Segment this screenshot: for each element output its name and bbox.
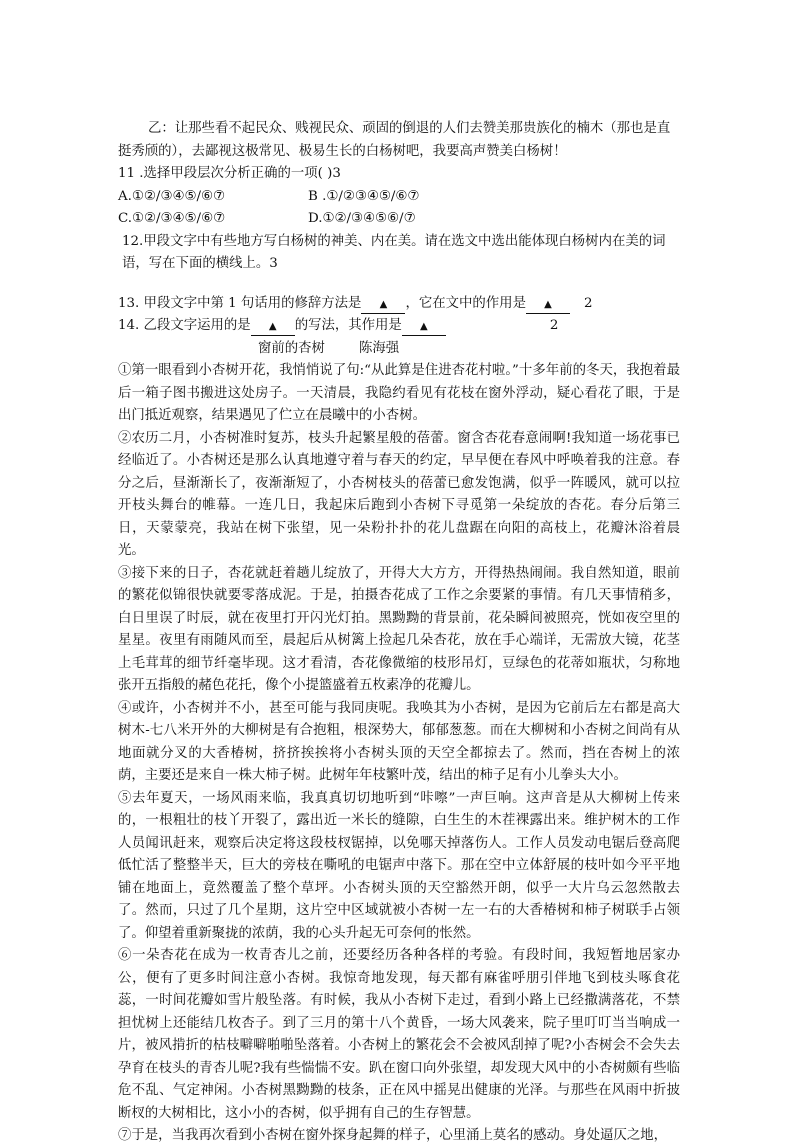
blank-mark: ▲ bbox=[379, 298, 388, 310]
q11-options bbox=[118, 186, 680, 231]
essay-paragraph: ⑤去年夏天，一场风雨来临，我真真切切地听到“咔嚓”一声巨响。这声音是从大柳树上传来的，一根粗壮的枝丫开裂了，露出近一米长的缝隙，白生生的木茬裸露出来。维护树木的工作人员闻讯赶来，观察后决定将这段枝杈锯掉，以免哪天掉落伤人。工作人员发动电锯后登高爬低忙活了整整半天，巨大的旁枝在嘶吼的电锯声中落下。那在空中立体舒展的枝叶如今平平地铺在地面上，竟然覆盖了整个草坪。小杏树头顶的天空豁然开朗，似乎一大片乌云忽然散去了。然而，只过了几个星期，这片空中区域就被小杏树一左一右的大香椿树和柿子树联手占领了。仰望着重新聚拢的浓荫，我的心头升起无可奈何的怅然。 bbox=[118, 790, 680, 941]
q13-score: 2 bbox=[583, 295, 593, 311]
q11-option-c: C.①②/③④⑤/⑥⑦ bbox=[118, 211, 226, 226]
essay-body bbox=[118, 360, 680, 1148]
blank-mark: ▲ bbox=[544, 298, 552, 310]
q11-option-b: B .①/②③④⑤/⑥⑦ bbox=[308, 188, 420, 204]
blank-mark: ▲ bbox=[419, 321, 428, 332]
q13-line bbox=[118, 293, 680, 316]
passage-yi: 乙：让那些看不起民众、贱视民众、顽固的倒退的人们去赞美那贵族化的楠木（那也是直挺秀颀的），去鄙视这极常见、极易生长的白杨树吧，我要高声赞美白杨树！ bbox=[118, 121, 671, 159]
essay-title: 窗前的杏树 bbox=[258, 340, 325, 356]
q11-option-a: A.①②/③④⑤/⑥⑦ bbox=[118, 188, 225, 204]
q13-middle: ，它在文中的作用是 bbox=[405, 295, 526, 311]
essay-paragraph: ③接下来的日子，杏花就赶着趟儿绽放了，开得大大方方，开得热热闹闹。我自然知道，眼前的繁花似锦很快就要零落成泥。于是，拍摄杏花成了工作之余要紧的事情。有几天事情稍多，白日里误了时辰，就在夜里打开闪光灯拍。黑黝黝的背景前，花朵瞬间被照亮，恍如夜空里的星星。夜里有雨随风而至，晨起后从树篱上捡起几朵杏花，放在手心端详，无需放大镜，花茎上毛茸茸的细节纤毫毕现。这才看清，杏花像微缩的枝形吊灯，豆绿色的花蒂如瓶状，匀称地张开五指般的赭色花托，像个小提篮盛着五枚素净的花瓣儿。 bbox=[118, 565, 680, 693]
answer-space bbox=[118, 276, 680, 293]
q13-blank-1 bbox=[361, 296, 405, 314]
q11-option-d: D.①②/③④⑤⑥/⑦ bbox=[308, 211, 416, 226]
essay-paragraph: ①第一眼看到小杏树开花，我悄悄说了句:“从此算是住进杏花村啦。”十多年前的冬天，我抱着最后一箱子图书搬进这处房子。一天清晨，我隐约看见有花枝在窗外浮动，疑心看花了眼，于是出门抵近观察，结果遇见了伫立在晨曦中的小杏树。 bbox=[118, 363, 680, 423]
document-page bbox=[118, 118, 680, 1148]
essay-heading bbox=[118, 338, 680, 361]
q13-prefix: 13. 甲段文字中第 1 句话用的修辞方法是 bbox=[118, 295, 362, 311]
essay-paragraph: ⑦于是，当我再次看到小杏树在窗外探身起舞的样子，心里涌上莫名的感动。身处逼仄之地， bbox=[118, 1128, 668, 1143]
q14-score: 2 bbox=[549, 318, 559, 333]
blank-mark: ▲ bbox=[268, 321, 277, 332]
q11-stem: 11 .选择甲段层次分析正确的一项( )3 bbox=[118, 166, 341, 181]
essay-paragraph: ⑥一朵杏花在成为一枚青杏儿之前，还要经历各种各样的考验。有段时间，我短暂地居家办公，便有了更多时间注意小杏树。我惊奇地发现，每天都有麻雀呼朋引伴地飞到枝头啄食花蕊，一时间花瓣如雪片般坠落。有时候，我从小杏树下走过，看到小路上已经撒满落花，不禁担忧树上还能结几枚杏子。到了三月的第十八个黄昏，一场大风袭来，院子里叮叮当当响成一片，被风掯折的枯枝噼噼啪啪坠落着。小杏树上的繁花会不会被风刮掉了呢?小杏树会不会失去孕育在枝头的青杏儿呢?我有些惴惴不安。趴在窗口向外张望，却发现大风中的小杏树颇有些临危不乱、气定神闲。小杏树黑黝黝的枝条，正在风中摇晃出健康的光泽。与那些在风雨中折披断杈的大树相比，这小小的杏树，似乎拥有自己的生存智慧。 bbox=[118, 948, 680, 1121]
q14-line bbox=[118, 315, 680, 338]
q12-text: 12.甲段文字中有些地方写白杨树的神美、内在美。请在选文中选出能体现白杨树内在美的词语，写在下面的横线上。3 bbox=[122, 233, 666, 271]
q14-blank-1 bbox=[251, 318, 295, 336]
q14-middle: 的写法，其作用是 bbox=[294, 318, 402, 333]
q13-blank-2 bbox=[526, 296, 570, 314]
essay-author: 陈海强 bbox=[358, 340, 400, 356]
essay-paragraph: ②农历二月，小杏树准时复苏，枝头升起繁星般的蓓蕾。窗含杏花春意闹啊!我知道一场花事已经临近了。小杏树还是那么认真地遵守着与春天的约定，早早便在春风中呼唤着我的注意。春分之后，昼渐渐长了，夜渐渐短了，小杏树枝头的蓓蕾已愈发饱满，似乎一阵暖风，就可以拉开枝头舞台的帷幕。一连几日，我起床后跑到小杏树下寻觅第一朵绽放的杏花。春分后第三日，天蒙蒙亮，我站在树下张望，见一朵粉扑扑的花儿盘踞在向阳的高枝上，花瓣沐浴着晨光。 bbox=[118, 430, 680, 558]
essay-paragraph: ④或许，小杏树并不小，甚至可能与我同庚呢。我唤其为小杏树，是因为它前后左右都是高大树木-七八米开外的大柳树是有合抱粗，根深势大，郁郁葱葱。而在大柳树和小杏树之间尚有从地面就分叉的大香椿树，挤挤挨挨将小杏树头顶的天空全都掠去了。然而，挡在杏树上的浓荫，主要还是来自一株大柿子树。此树年年枝繁叶茂，结出的柿子足有小儿拳头大小。 bbox=[118, 700, 680, 783]
q14-blank-2 bbox=[402, 318, 446, 336]
q14-prefix: 14. 乙段文字运用的是 bbox=[118, 318, 251, 333]
